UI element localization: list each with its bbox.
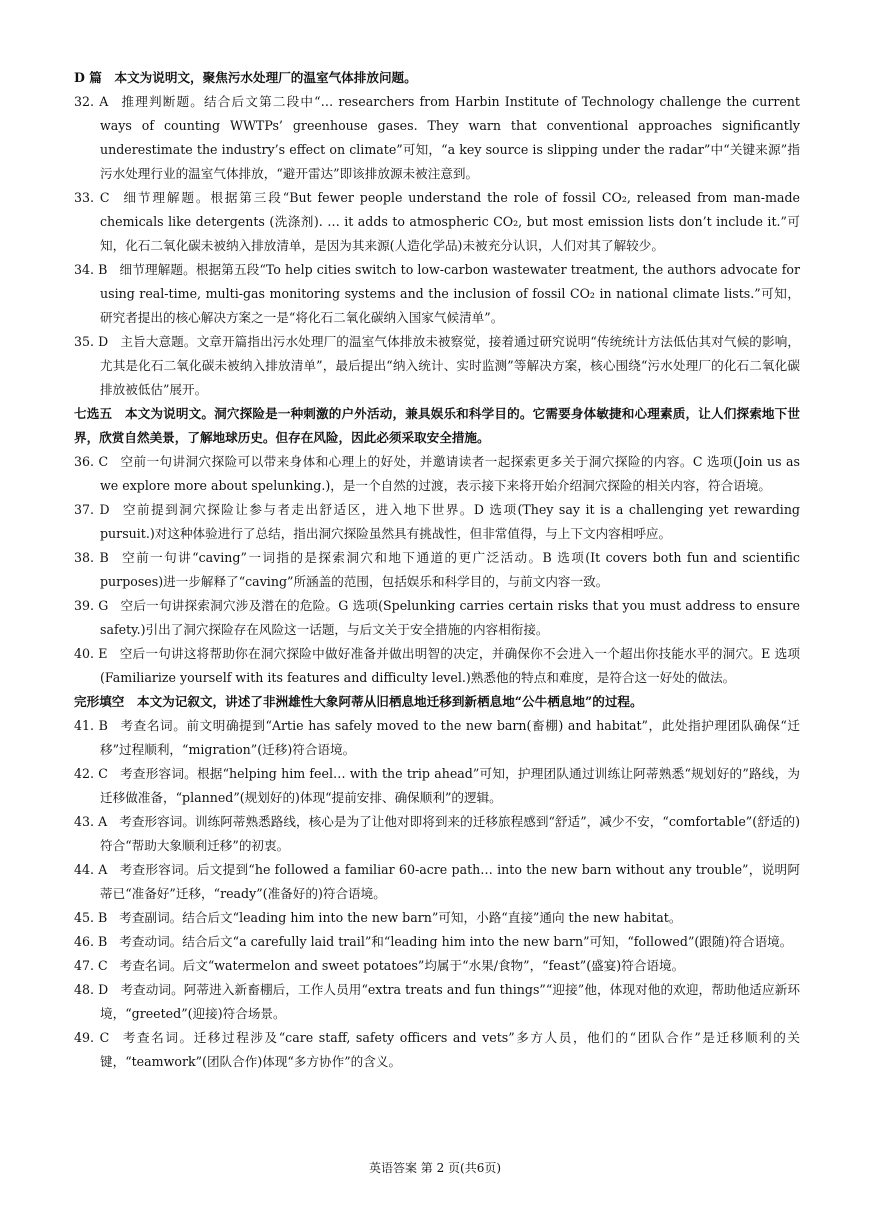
answer-number: 35. D bbox=[74, 334, 109, 349]
answer-number: 40. E bbox=[74, 646, 108, 661]
answer-item bbox=[74, 498, 800, 546]
answer-number: 34. B bbox=[74, 262, 108, 277]
answer-item bbox=[74, 1026, 800, 1074]
answer-explanation: 考查形容词。根据“helping him feel… with the trip ahead”可知，护理团队通过训练让阿蒂熟悉“规划好的”路线，为迁移做准备，“planned”(规划好的)体现“提前安排、确保顺利”的逻辑。 bbox=[100, 766, 801, 805]
answer-explanation: 细节理解题。根据第三段“But fewer people understand the role of fossil CO₂, released from man-made chemicals like detergents (洗涤剂). … it adds to atmospheric CO₂, but most emission lists don’t include it.”可知，化石二氧化碳未被纳入排放清单，是因为其来源(人造化学品)未被充分认识，人们对其了解较少。 bbox=[100, 190, 800, 253]
answer-explanation: 考查名词。迁移过程涉及“care staff, safety officers and vets”多方人员，他们的“团队合作”是迁移顺利的关键，“teamwork”(团队合作)体现“多方协作”的含义。 bbox=[100, 1030, 800, 1069]
answer-item bbox=[74, 954, 800, 978]
answer-number: 38. B bbox=[74, 550, 109, 565]
answer-explanation: 空后一句讲这将帮助你在洞穴探险中做好准备并做出明智的决定，并确保你不会进入一个超出你技能水平的洞穴。E 选项(Familiarize yourself with its features and difficulty level.)熟悉他的特点和难度，是符合这一好处的做法。 bbox=[100, 646, 800, 685]
answer-item bbox=[74, 642, 800, 690]
answer-item bbox=[74, 450, 800, 498]
answer-number: 42. C bbox=[74, 766, 108, 781]
answer-explanation: 考查名词。后文“watermelon and sweet potatoes”均属于“水果/食物”，“feast”(盛宴)符合语境。 bbox=[119, 958, 685, 973]
answer-explanation: 细节理解题。根据第五段“To help cities switch to low-carbon wastewater treatment, the authors advocate for using real-time, multi-gas monitoring systems and the inclusion of fossil CO₂ in national climate lists.”可知，研究者提出的核心解决方案之一是“将化石二氧化碳纳入国家气候清单”。 bbox=[100, 262, 800, 325]
answer-item bbox=[74, 906, 800, 930]
answer-number: 39. G bbox=[74, 598, 109, 613]
answer-item bbox=[74, 858, 800, 906]
answer-number: 36. C bbox=[74, 454, 109, 469]
answer-item bbox=[74, 258, 800, 330]
answer-number: 37. D bbox=[74, 502, 110, 517]
answer-item bbox=[74, 978, 800, 1026]
answer-explanation: 空前提到洞穴探险让参与者走出舒适区，进入地下世界。D 选项(They say it is a challenging yet rewarding pursuit.)对这种体验进行了总结，指出洞穴探险虽然具有挑战性，但非常值得，与上下文内容相呼应。 bbox=[100, 502, 800, 541]
answer-explanation: 考查名词。前文明确提到“Artie has safely moved to the new barn(畜棚) and habitat”，此处指护理团队确保“迁移”过程顺利，“migration”(迁移)符合语境。 bbox=[100, 718, 801, 757]
answer-number: 48. D bbox=[74, 982, 109, 997]
answer-item bbox=[74, 810, 800, 858]
answer-item bbox=[74, 930, 800, 954]
answer-explanation: 考查副词。结合后文“leading him into the new barn”可知，小路“直接”通向 the new habitat。 bbox=[119, 910, 682, 925]
answer-number: 45. B bbox=[74, 910, 108, 925]
answer-explanation: 考查动词。阿蒂进入新畜棚后，工作人员用“extra treats and fun things”“迎接”他，体现对他的欢迎，帮助他适应新环境，“greeted”(迎接)符合场景。 bbox=[100, 982, 800, 1021]
answer-content bbox=[74, 66, 800, 1074]
answer-explanation: 考查形容词。训练阿蒂熟悉路线，核心是为了让他对即将到来的迁移旅程感到“舒适”，减少不安，“comfortable”(舒适的)符合“帮助大象顺利迁移”的初衷。 bbox=[100, 814, 800, 853]
answer-number: 41. B bbox=[74, 718, 108, 733]
answer-explanation: 空前一句讲“caving”一词指的是探索洞穴和地下通道的更广泛活动。B 选项(It covers both fun and scientific purposes)进一步解释了“caving”所涵盖的范围，包括娱乐和科学目的，与前文内容一致。 bbox=[100, 550, 800, 589]
answer-number: 46. B bbox=[74, 934, 108, 949]
answer-item bbox=[74, 186, 800, 258]
answer-number: 44. A bbox=[74, 862, 108, 877]
answer-item bbox=[74, 714, 800, 762]
answer-item bbox=[74, 90, 800, 186]
answer-number: 49. C bbox=[74, 1030, 110, 1045]
answer-explanation: 考查形容词。后文提到“he followed a familiar 60-acre path… into the new barn without any trouble”，说明阿蒂已“准备好”迁移，“ready”(准备好的)符合语境。 bbox=[100, 862, 800, 901]
answer-item bbox=[74, 762, 800, 810]
page-footer: 英语答案 第 2 页(共6页) bbox=[368, 1161, 502, 1175]
answer-number: 43. A bbox=[74, 814, 108, 829]
answer-explanation: 空后一句讲探索洞穴涉及潜在的危险。G 选项(Spelunking carries certain risks that you must address to ensure safety.)引出了洞穴探险存在风险这一话题，与后文关于安全措施的内容相衔接。 bbox=[100, 598, 800, 637]
answer-number: 32. A bbox=[74, 94, 109, 109]
answer-item bbox=[74, 330, 800, 402]
answer-item bbox=[74, 594, 800, 642]
answer-explanation: 考查动词。结合后文“a carefully laid trail”和“leading him into the new barn”可知，“followed”(跟随)符合语境。 bbox=[119, 934, 793, 949]
answer-explanation: 空前一句讲洞穴探险可以带来身体和心理上的好处，并邀请读者一起探索更多关于洞穴探险的内容。C 选项(Join us as we explore more about spelunking.)，是一个自然的过渡，表示接下来将开始介绍洞穴探险的相关内容，符合语境。 bbox=[100, 454, 801, 493]
answer-explanation: 主旨大意题。文章开篇指出污水处理厂的温室气体排放未被察觉，接着通过研究说明“传统统计方法低估其对气候的影响，尤其是化石二氧化碳未被纳入排放清单”，最后提出“纳入统计、实时监测”等解决方案，核心围绕“污水处理厂的化石二氧化碳排放被低估”展开。 bbox=[100, 334, 800, 397]
answer-item bbox=[74, 546, 800, 594]
section-heading: 完形填空 本文为记叙文，讲述了非洲雄性大象阿蒂从旧栖息地迁移到新栖息地“公牛栖息地”的过程。 bbox=[74, 694, 643, 709]
section-heading: D 篇 本文为说明文，聚焦污水处理厂的温室气体排放问题。 bbox=[74, 70, 417, 85]
answer-explanation: 推理判断题。结合后文第二段中“… researchers from Harbin Institute of Technology challenge the current ways of counting WWTPs’ greenhouse gases. They warn that conventional approaches significantly underestimate the industry’s effect on climate”可知，“a key source is slipping under the radar”中“关键来源”指污水处理行业的温室气体排放，“避开雷达”即该排放源未被注意到。 bbox=[100, 94, 800, 181]
section-heading: 七选五 本文为说明文。洞穴探险是一种刺激的户外活动，兼具娱乐和科学目的。它需要身体敏捷和心理素质，让人们探索地下世界，欣赏自然美景，了解地球历史。但存在风险，因此必须采取安全措施。 bbox=[74, 406, 800, 445]
answer-number: 47. C bbox=[74, 958, 108, 973]
answer-number: 33. C bbox=[74, 190, 110, 205]
